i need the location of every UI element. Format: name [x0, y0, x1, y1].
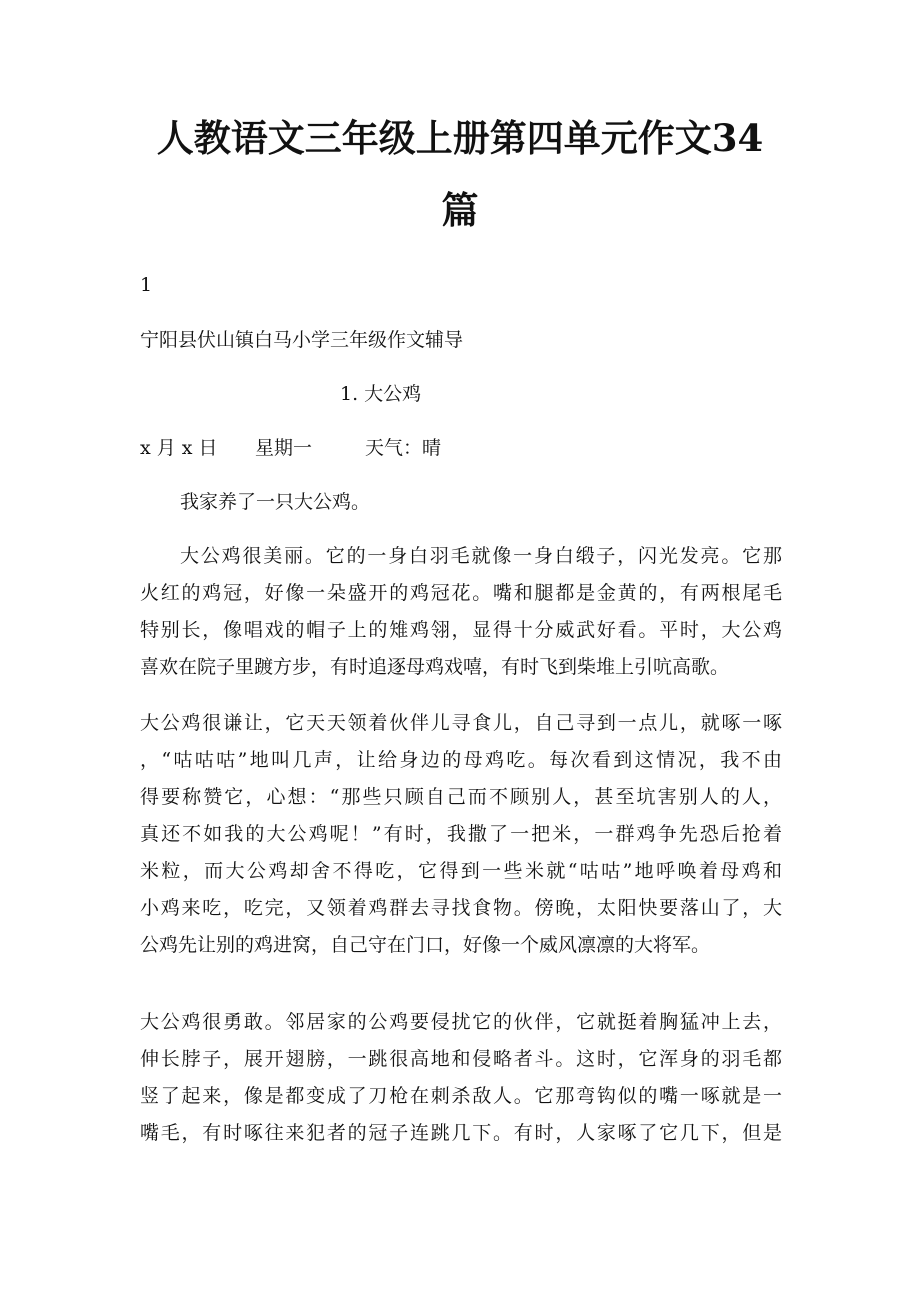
- paragraph-3-line-5: 米粒，而大公鸡却舍不得吃，它得到一些米就“咕咕”地呼唤着母鸡和: [140, 860, 782, 882]
- paragraph-3-line-1: 大公鸡很谦让，它天天领着伙伴儿寻食儿，自己寻到一点儿，就啄一啄: [140, 712, 782, 734]
- paragraph-3-line-7: 公鸡先让别的鸡进窝，自己守在门口，好像一个威风凛凛的大将军。: [140, 934, 711, 956]
- diary-weather: 天气：晴: [365, 437, 442, 459]
- paragraph-4-line-4: 嘴毛，有时啄往来犯者的冠子连跳几下。有时，人家啄了它几下，但是: [140, 1122, 782, 1144]
- paragraph-3-line-3: 得要称赞它，心想：“那些只顾自己而不顾别人，甚至坑害别人的人，: [140, 786, 782, 808]
- diary-date: x 月 x 日: [140, 437, 218, 459]
- paragraph-4-line-3: 竖了起来，像是都变成了刀枪在刺杀敌人。它那弯钩似的嘴一啄就是一: [140, 1085, 782, 1107]
- paragraph-2-line-1: 大公鸡很美丽。它的一身白羽毛就像一身白缎子，闪光发亮。它那: [180, 545, 782, 567]
- essay-heading: 1. 大公鸡: [340, 383, 422, 405]
- diary-meta-line: [140, 436, 782, 460]
- diary-weekday: 星期一: [255, 437, 313, 459]
- document-title-line-2: 篇: [441, 188, 479, 232]
- paragraph-2-line-2: 火红的鸡冠，好像一朵盛开的鸡冠花。嘴和腿都是金黄的，有两根尾毛: [140, 582, 782, 604]
- section-number: 1: [140, 274, 153, 296]
- paragraph-3-line-2: ，“咕咕咕”地叫几声，让给身边的母鸡吃。每次看到这情况，我不由: [140, 749, 782, 771]
- paragraph-4-line-1: 大公鸡很勇敢。邻居家的公鸡要侵扰它的伙伴，它就挺着胸猛冲上去，: [140, 1011, 782, 1033]
- paragraph-2-line-3: 特别长，像唱戏的帽子上的雉鸡翎，显得十分威武好看。平时，大公鸡: [140, 619, 782, 641]
- document-title-line-1: 人教语文三年级上册第四单元作文34: [156, 116, 764, 160]
- paragraph-2-line-4: 喜欢在院子里踱方步，有时追逐母鸡戏嘻，有时飞到柴堆上引吭高歌。: [140, 656, 730, 678]
- paragraph-1-line-1: 我家养了一只大公鸡。: [180, 491, 371, 513]
- paragraph-3-line-6: 小鸡来吃，吃完，又领着鸡群去寻找食物。傍晚，太阳快要落山了，大: [140, 897, 782, 919]
- school-line: 宁阳县伏山镇白马小学三年级作文辅导: [140, 329, 464, 351]
- paragraph-4-line-2: 伸长脖子，展开翅膀，一跳很高地和侵略者斗。这时，它浑身的羽毛都: [140, 1048, 782, 1070]
- paragraph-3-line-4: 真还不如我的大公鸡呢！”有时，我撒了一把米，一群鸡争先恐后抢着: [140, 823, 782, 845]
